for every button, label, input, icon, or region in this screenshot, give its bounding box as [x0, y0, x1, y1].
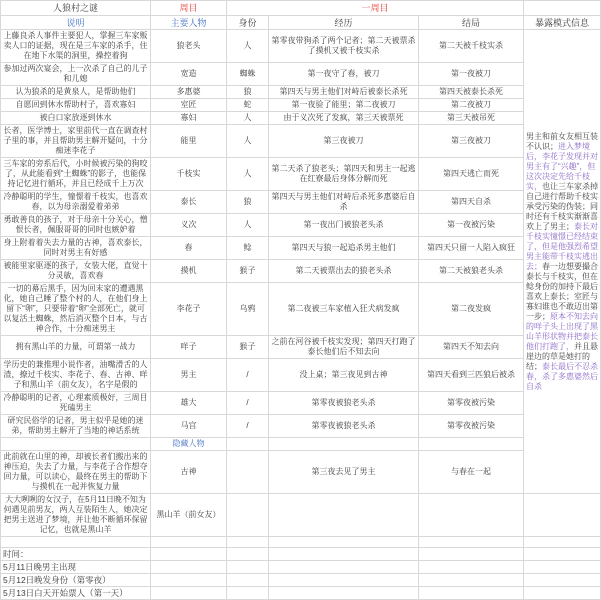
cell-desc — [1, 438, 151, 451]
cell-desc: 冷静聪明的学生，憧憬着千枝实，也喜欢春，以为母亲溺爱着弟弟 — [1, 191, 151, 214]
cell-exp: 第四天与狼一起追杀男主他们 — [269, 237, 419, 260]
cell-exp: 第三夜被刀 — [269, 125, 419, 158]
cell-identity: 鲶 — [227, 237, 269, 260]
cell-name: 千枝实 — [151, 158, 227, 191]
empty-cell — [151, 587, 227, 600]
cell-desc: 认为狼杀的是黄泉人，是帮助他们 — [1, 86, 151, 99]
hidden-characters-separator-row — [1, 438, 601, 451]
cell-identity — [227, 494, 269, 537]
notes-segment-purple: 进入梦境后，李花子发现并对男主有了“兴趣”，但这次决定先给千枝实， — [526, 141, 598, 191]
cell-name: 宽造 — [151, 63, 227, 86]
cell-identity: 蜘蛛 — [227, 63, 269, 86]
cell-name: 义次 — [151, 214, 227, 237]
cell-desc: 拥有黑山羊的力量，可谓第一战力 — [1, 336, 151, 359]
timeline-row — [1, 587, 601, 600]
table-row — [1, 125, 601, 158]
cell-end — [419, 438, 524, 451]
table-row — [1, 158, 601, 191]
cell-identity: 狼 — [227, 86, 269, 99]
cell-exp: 第零夜被狼老头杀 — [269, 392, 419, 415]
table-row — [1, 283, 601, 336]
cell-desc: 被能里家驱逐的孩子，女装大佬，直觉十分灵敏，喜欢春 — [1, 260, 151, 283]
cell-desc: 勇敢善良的孩子，对于母亲十分关心，憎恨长者，佩服哥哥的同时也嫉妒着 — [1, 214, 151, 237]
col-header-end: 结局 — [419, 16, 524, 30]
cell-name: 多惠婆 — [151, 86, 227, 99]
table-row — [1, 214, 601, 237]
cell-name: 古神 — [151, 451, 227, 494]
cell-name: 咩子 — [151, 336, 227, 359]
cell-identity: 人 — [227, 214, 269, 237]
cell-identity: 人 — [227, 30, 269, 63]
empty-cell — [524, 574, 601, 587]
cell-identity: 猴子 — [227, 336, 269, 359]
cell-desc: 冷静聪明的记者，心理素质极好，三周目死磕男主 — [1, 392, 151, 415]
cell-desc: 研究民俗学的记者，男主似乎是她的迷弟，帮助男主解开了当地的神话系统 — [1, 415, 151, 438]
cell-exp: 第二天杀了狼老头；第四天和男主一起逃在红寮最后身体分解而死 — [269, 158, 419, 191]
cell-name: 李花子 — [151, 283, 227, 336]
cell-exp: 第零夜被狼老头杀 — [269, 415, 419, 438]
notes-segment-purple: 泰长对千枝实憧憬已经结束了，但是他强烈希望男主能带千枝实逃出去； — [526, 221, 598, 271]
cell-identity: / — [227, 359, 269, 392]
cell-identity: / — [227, 415, 269, 438]
empty-cell — [151, 548, 227, 561]
cell-exp: 第二夜被三车家植入狂犬病发疯 — [269, 283, 419, 336]
cell-identity: 狼 — [227, 191, 269, 214]
col-header-identity: 身份 — [227, 16, 269, 30]
cell-end: 与春在一起 — [419, 451, 524, 494]
empty-cell — [269, 574, 419, 587]
empty-cell — [151, 561, 227, 574]
timeline-text: 5月13日白天开始票人（第一天） — [1, 587, 151, 600]
cell-desc: 大大咧咧的女汉子，在5月11日晚不知为何遇见前男友，两人互装陌生人，她决定把男主送进了梦境，并让他不断循环保留记忆，也就是黑山羊 — [1, 494, 151, 537]
notes-segment-purple: 泰长最后不忍杀春，杀了多惠婆然后自杀 — [526, 361, 598, 391]
timeline-row — [1, 574, 601, 587]
empty-cell — [151, 537, 227, 548]
cell-desc: 参加过两次宴会，上一次杀了自己的儿子和儿媳 — [1, 63, 151, 86]
empty-cell — [269, 548, 419, 561]
cell-name: 春 — [151, 237, 227, 260]
cell-name: 黑山羊（前女友） — [151, 494, 227, 537]
cell-exp — [269, 494, 419, 537]
col-header-name: 主要人物 — [151, 16, 227, 30]
cell-desc: 上藤良杀人事件主要犯人，掌握三车家贩卖人口的证据，现在是三车家的杀手，住在地下水渠的洞里，操控着狗 — [1, 30, 151, 63]
table-row — [1, 86, 601, 99]
cell-identity: / — [227, 392, 269, 415]
cell-desc: 此前就在山里的神，却被长者们搬出来的神压迫，失去了力量，与李花子合作想夺回力量，可以读心，最终在男主的帮助下与摸机在一起并恢复力量 — [1, 451, 151, 494]
empty-cell — [524, 548, 601, 561]
cell-end: 第四天被泰长杀死 — [419, 86, 524, 99]
cell-name: 泰长 — [151, 191, 227, 214]
title-row — [1, 1, 601, 16]
cell-end: 第四天逃亡而死 — [419, 158, 524, 191]
notes-segment-ink: 并且悬崖边的草是她打的结； — [526, 341, 598, 371]
cell-exp: 第零夜带狗杀了两个记者；第二天被票杀了摸机又被千枝实杀 — [269, 30, 419, 63]
cell-identity: 人 — [227, 158, 269, 191]
col-header-desc: 说明 — [1, 16, 151, 30]
cell-end: 第零夜被污染 — [419, 392, 524, 415]
cell-desc: 被白口家放逐到休水 — [1, 112, 151, 125]
title-row-empty-cell — [524, 1, 601, 16]
empty-cell — [419, 587, 524, 600]
cell-identity — [227, 451, 269, 494]
empty-cell — [419, 548, 524, 561]
empty-cell — [227, 561, 269, 574]
cell-desc: 一切的幕后黑手，因为回末家的遭遇黑化，她自己睡了整个村的人，在他们身上留下“卵”，只要带着“卵”全部死亡，就可以复活土蜘蛛，然后消灭整个日本，与古神合作，十分痴迷男主 — [1, 283, 151, 336]
timeline-text: 时间： — [1, 548, 151, 561]
cell-exp: 第四天与男主他们对峙后杀死多惠婆后自杀 — [269, 191, 419, 214]
table-row — [1, 494, 601, 537]
cell-end: 第二天被千枝实杀 — [419, 30, 524, 63]
timeline-text: 5月11日晚男主出现 — [1, 561, 151, 574]
table-row — [1, 451, 601, 494]
notes-segment-purple: 原本不知去向的咩子头上出现了黑山羊形状物并把泰长他们打跑了， — [526, 311, 598, 351]
timeline-text: 5月12日晚发身份（第零夜） — [1, 574, 151, 587]
cell-desc: 自愿回到休水帮助村子，喜欢寡妇 — [1, 99, 151, 112]
cell-end: 第三天被吊死 — [419, 112, 524, 125]
cell-end: 第四天不知去向 — [419, 336, 524, 359]
notes-cell — [524, 30, 601, 494]
round-label: 周目 — [151, 1, 227, 16]
cell-exp: 第三夜去见了男主 — [269, 451, 419, 494]
cell-end: 第二天被狼老头杀 — [419, 260, 524, 283]
sheet-title: 人狼村之谜 — [1, 1, 151, 16]
empty-cell — [1, 537, 151, 548]
cell-identity: 蛇 — [227, 99, 269, 112]
cell-end: 第一夜被污染 — [419, 214, 524, 237]
cell-name: 隐藏人物 — [151, 438, 227, 451]
cell-end: 第四天自杀 — [419, 191, 524, 214]
empty-row — [1, 537, 601, 548]
cell-name: 男主 — [151, 359, 227, 392]
cell-identity: 人 — [227, 125, 269, 158]
cell-name: 雄大 — [151, 392, 227, 415]
cell-end: 第一夜被刀 — [419, 63, 524, 86]
cell-desc: 长者，医学博士，家里前代一直在调查村子里的事，并且帮助男主解开疑问，十分痴迷李花子 — [1, 125, 151, 158]
timeline-row — [1, 548, 601, 561]
empty-cell — [524, 537, 601, 548]
empty-cell — [419, 574, 524, 587]
cell-exp: 由于义次死了发疯，第三天被票死 — [269, 112, 419, 125]
cell-end: 第零夜被污染 — [419, 415, 524, 438]
table-row — [1, 336, 601, 359]
cell-name: 狼老头 — [151, 30, 227, 63]
col-header-exp: 经历 — [269, 16, 419, 30]
cell-desc: 三车家的旁系后代，小时候被污染的狗咬了，从此能看到“土蜘蛛”的影子，也能保持记忆进行循环，并且已经成千上万次 — [1, 158, 151, 191]
table-row — [1, 392, 601, 415]
cell-exp: 没上桌；第三夜见到古神 — [269, 359, 419, 392]
empty-cell — [227, 587, 269, 600]
empty-cell — [269, 587, 419, 600]
cell-exp: 第一夜守了春，被刀 — [269, 63, 419, 86]
table-row — [1, 191, 601, 214]
cell-exp: 第四天与男主他们对峙后被泰长杀死 — [269, 86, 419, 99]
cell-name: 摸机 — [151, 260, 227, 283]
cell-identity — [227, 438, 269, 451]
cell-desc: 身上附着着失去力量的古神，喜欢泰长，同时对男主有好感 — [1, 237, 151, 260]
cell-exp: 之前在河谷被千枝实发现；第四天打跑了泰长他们后不知去向 — [269, 336, 419, 359]
notes-empty-cell — [524, 494, 601, 537]
table-row — [1, 30, 601, 63]
cell-name: 马宫 — [151, 415, 227, 438]
table-row — [1, 260, 601, 283]
round-value: 一周目 — [227, 1, 524, 16]
table-row — [1, 359, 601, 392]
cell-identity: 乌鸦 — [227, 283, 269, 336]
notes-segment-ink: 春一边想要撮合泰长与千枝实，但在鲶身份的加持下最后喜欢上泰长；室匠与寡妇谁也不敢迈出第一步； — [526, 261, 598, 321]
cell-end: 第二夜被刀 — [419, 99, 524, 112]
col-header-notes: 暴露模式信息 — [524, 16, 601, 30]
table-row — [1, 112, 601, 125]
empty-cell — [227, 548, 269, 561]
empty-cell — [419, 537, 524, 548]
table-row — [1, 237, 601, 260]
cell-name: 室匠 — [151, 99, 227, 112]
cell-name: 寡妇 — [151, 112, 227, 125]
empty-cell — [227, 574, 269, 587]
cell-end: 第四天看到三匹狼后被杀 — [419, 359, 524, 392]
notes-segment-ink: 也让三车家杀掉自己进行帮助千枝实承受污染的伪装；同时还有千枝实渐渐喜欢上了男主； — [526, 181, 598, 231]
table-row — [1, 63, 601, 86]
empty-cell — [419, 561, 524, 574]
cell-name: 能里 — [151, 125, 227, 158]
cell-desc: 学历史的兼推理小说作者，油嘴滑舌的人渣，撩过千枝实、李花子、春、古神、咩子和黑山羊（前女友），名字是假的 — [1, 359, 151, 392]
cell-exp: 第二天被票出去的狼老头杀 — [269, 260, 419, 283]
cell-identity: 人 — [227, 112, 269, 125]
timeline-row — [1, 561, 601, 574]
cell-end: 第二夜发疯 — [419, 283, 524, 336]
empty-cell — [151, 574, 227, 587]
cell-end: 第四天只留一人陷入疯狂 — [419, 237, 524, 260]
empty-cell — [269, 561, 419, 574]
cell-identity: 猴子 — [227, 260, 269, 283]
table-row — [1, 99, 601, 112]
cell-exp — [269, 438, 419, 451]
cell-end: 第三夜被刀 — [419, 125, 524, 158]
empty-cell — [524, 587, 601, 600]
empty-cell — [269, 537, 419, 548]
column-header-row — [1, 16, 601, 30]
notes-segment-ink: 男主和前女友相互装不认识； — [526, 131, 598, 151]
cell-exp: 第一夜出门被狼老头杀 — [269, 214, 419, 237]
table-row — [1, 415, 601, 438]
cell-exp: 第一夜验了能里；第二夜被刀 — [269, 99, 419, 112]
empty-cell — [524, 561, 601, 574]
cell-end — [419, 494, 524, 537]
empty-cell — [227, 537, 269, 548]
